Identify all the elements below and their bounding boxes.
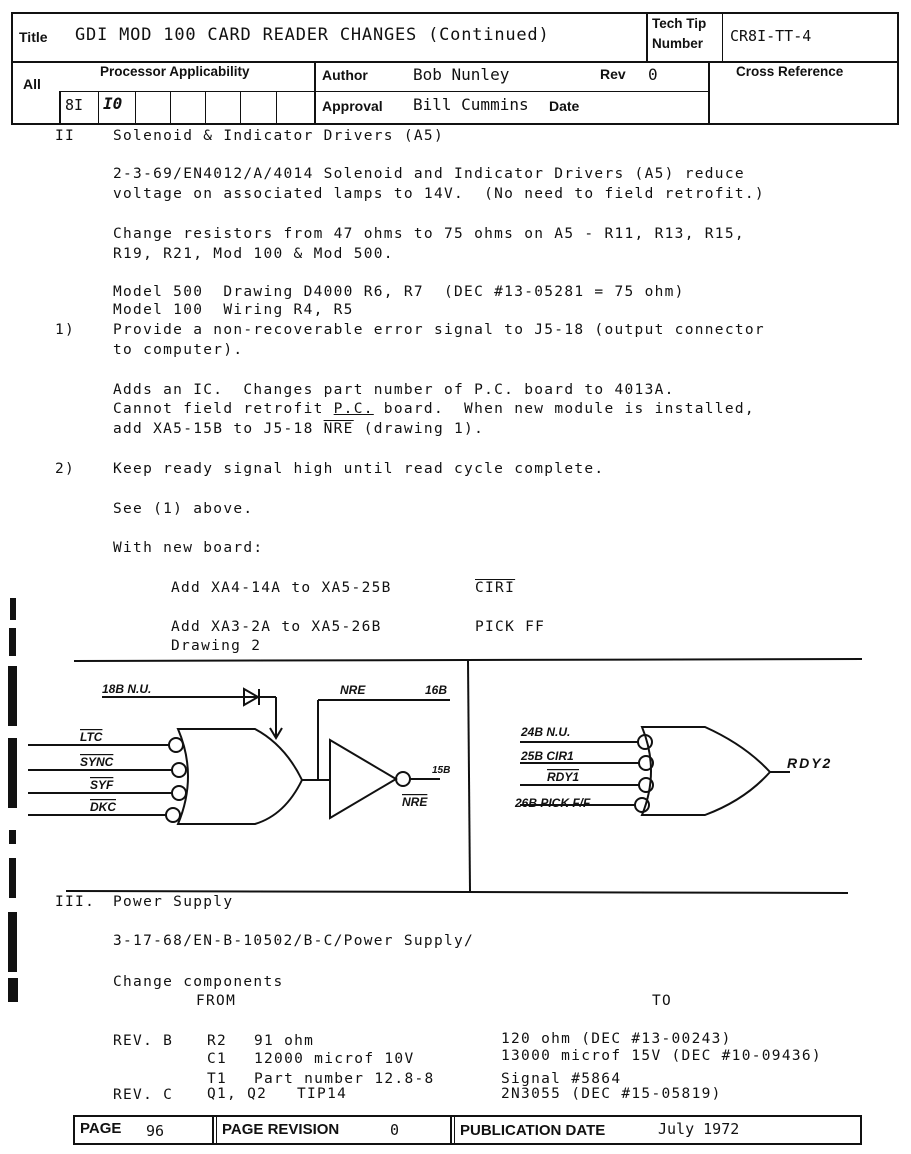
table-cell: C1 xyxy=(207,1051,228,1067)
page-label: PAGE xyxy=(80,1120,122,1137)
paragraph-line: Adds an IC. Changes part number of P.C. board to 4013A. xyxy=(113,382,675,398)
paragraph-line: 2-3-69/EN4012/A/4014 Solenoid and Indicator Drivers (A5) reduce xyxy=(113,166,745,182)
date-label: Date xyxy=(549,98,580,114)
approval-name: Bill Cummins xyxy=(413,95,529,114)
diagram-label: 25B CIR1 xyxy=(521,749,574,763)
signal-name: CIRI xyxy=(475,580,516,596)
diagram-label: 18B N.U. xyxy=(102,682,152,696)
item-number: 2) xyxy=(55,461,76,477)
diagram-label: RDY2 xyxy=(787,755,833,771)
page-revision: 0 xyxy=(390,1121,400,1139)
table-cell: 13000 microf 15V (DEC #10-09436) xyxy=(501,1048,822,1064)
table-cell: 12000 microf 10V xyxy=(254,1051,415,1067)
column-header: TO xyxy=(652,993,673,1009)
text-run: board. When new module is installed, xyxy=(373,401,755,417)
table-cell: R2 xyxy=(207,1033,228,1049)
table-cell: Q1, Q2 xyxy=(207,1086,268,1102)
paragraph-line: Provide a non-recoverable error signal to J5-18 (output connector xyxy=(113,322,765,338)
diagram-label: SYNC xyxy=(80,755,114,769)
publication-date-label: PUBLICATION DATE xyxy=(460,1122,606,1139)
diagram-label: 16B xyxy=(425,683,448,697)
table-cell: 91 ohm xyxy=(254,1033,315,1049)
diagram-label: RDY1 xyxy=(547,770,580,784)
section-number: III. xyxy=(55,894,96,910)
section-number: II xyxy=(55,128,76,144)
table-cell: Part number 12.8-8 xyxy=(254,1071,435,1087)
diagram-label: 26B PICK F/F xyxy=(515,796,591,810)
approval-label: Approval xyxy=(322,98,383,114)
paragraph-line: Add XA4-14A to XA5-25B xyxy=(171,580,392,596)
paragraph-line: voltage on associated lamps to 14V. (No need to field retrofit.) xyxy=(113,186,765,202)
table-cell: 2N3055 (DEC #15-05819) xyxy=(501,1086,722,1102)
page-revision-label: PAGE REVISION xyxy=(222,1121,340,1138)
publication-date: July 1972 xyxy=(658,1120,740,1138)
author-name: Bob Nunley xyxy=(413,65,510,84)
all-label: All xyxy=(23,76,41,92)
signal-name: PICK FF xyxy=(475,619,546,635)
tech-tip-number-label: Number xyxy=(652,36,704,51)
author-label: Author xyxy=(322,67,368,83)
paragraph-line: Add XA3-2A to XA5-26B xyxy=(171,619,382,635)
diagram-label: 15B xyxy=(432,765,451,776)
title-label: Title xyxy=(19,29,48,45)
text-run: P.C. xyxy=(333,401,374,417)
table-cell: T1 xyxy=(207,1071,228,1087)
paragraph-line: Change components xyxy=(113,974,284,990)
table-cell: TIP14 xyxy=(297,1086,348,1102)
text-run: $\overline{NRE}$ xyxy=(323,421,354,437)
paragraph-line: Change resistors from 47 ohms to 75 ohms on A5 - R11, R13, R15, xyxy=(113,226,745,242)
diagram-label: NRE xyxy=(340,683,366,697)
section-heading: Solenoid & Indicator Drivers (A5) xyxy=(113,128,444,144)
proc-cell-2: I0 xyxy=(103,94,123,113)
paragraph-line: 3-17-68/EN-B-10502/B-C/Power Supply/ xyxy=(113,933,475,949)
table-cell: REV. C xyxy=(113,1087,174,1103)
diagram-label: DKC xyxy=(90,800,116,814)
page-number: 96 xyxy=(146,1122,165,1140)
paragraph-line: With new board: xyxy=(113,540,264,556)
rev-value: 0 xyxy=(648,65,658,84)
diagram-label: NRE xyxy=(402,795,428,809)
table-cell: REV. B xyxy=(113,1033,174,1049)
processor-label: Processor Applicability xyxy=(100,64,250,79)
text-run: add XA5-15B to J5-18 xyxy=(113,421,324,437)
table-cell: 120 ohm (DEC #13-00243) xyxy=(501,1031,732,1047)
proc-cell-1: 8I xyxy=(65,96,84,114)
diagram-label: SYF xyxy=(90,778,114,792)
paragraph-line: Model 100 Wiring R4, R5 xyxy=(113,302,354,318)
table-cell: Signal #5864 xyxy=(501,1071,622,1087)
column-header: FROM xyxy=(196,993,237,1009)
cross-reference-label: Cross Reference xyxy=(736,64,844,79)
text-run: (drawing 1). xyxy=(353,421,485,437)
tech-tip-label: Tech Tip xyxy=(652,16,707,31)
rev-label: Rev xyxy=(600,66,626,82)
doc-title: GDI MOD 100 CARD READER CHANGES (Continued) xyxy=(75,25,550,45)
item-number: 1) xyxy=(55,322,76,338)
diagram-label: 24B N.U. xyxy=(521,725,571,739)
diagram-label: LTC xyxy=(80,730,103,744)
tech-tip-number: CR8I-TT-4 xyxy=(730,27,812,45)
paragraph-line: See (1) above. xyxy=(113,501,254,517)
paragraph-line: Drawing 2 xyxy=(171,638,262,654)
text-run: Cannot field retrofit xyxy=(113,401,334,417)
section-heading: Power Supply xyxy=(113,894,234,910)
paragraph-line: Model 500 Drawing D4000 R6, R7 (DEC #13-05281 = 75 ohm) xyxy=(113,284,685,300)
paragraph-line: to computer). xyxy=(113,342,244,358)
paragraph-line: Keep ready signal high until read cycle complete. xyxy=(113,461,605,477)
paragraph-line: R19, R21, Mod 100 & Mod 500. xyxy=(113,246,394,262)
